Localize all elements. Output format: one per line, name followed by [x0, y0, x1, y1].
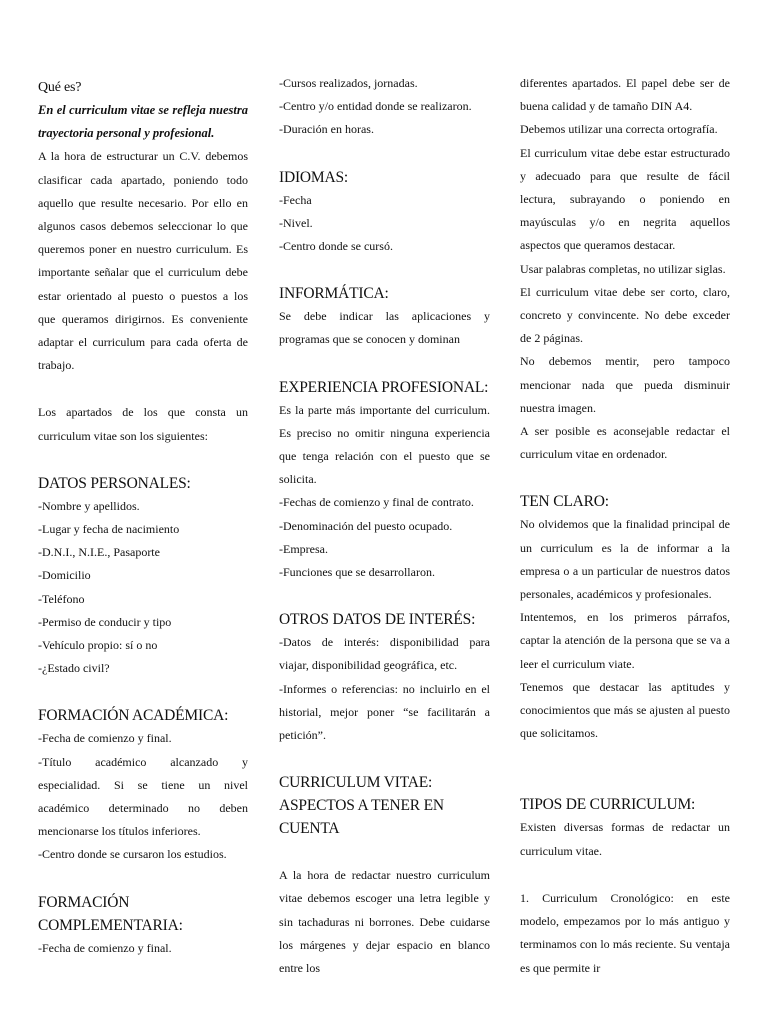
- list-item: A ser posible es aconsejable redactar el curriculum vitae en ordenador.: [520, 424, 730, 462]
- list-item: -Funciones que se desarrollaron.: [279, 565, 435, 580]
- list-item: -¿Estado civil?: [38, 661, 110, 676]
- list-item: -Vehículo propio: sí o no: [38, 638, 158, 653]
- apartados-paragraph: Los apartados de los que consta un curriculum vitae son los siguientes:: [38, 405, 248, 443]
- list-item: -Título académico alcanzado y especialidad. Si se tiene un nivel académico determinado no deben mencionarse los títulos inferiores.: [38, 754, 248, 839]
- intro-bold: En el curriculum vitae se refleja nuestra trayectoria personal y profesional.: [38, 103, 248, 141]
- list-item: No olvidemos que la finalidad principal de un curriculum es la de informar a la empresa o a un particular de nuestros datos personales, académicos y profesionales.: [520, 517, 730, 602]
- list-item: -Empresa.: [279, 541, 328, 556]
- formacion-academica-heading: FORMACIÓN ACADÉMICA:: [38, 707, 229, 725]
- list-item: -Duración en horas.: [279, 122, 374, 137]
- experiencia-text: Es la parte más importante del curriculum. Es preciso no omitir ninguna experiencia que tenga relación con el puesto que se solicita.: [279, 402, 490, 487]
- tipos-heading: TIPOS DE CURRICULUM:: [520, 796, 696, 814]
- list-item: -D.N.I., N.I.E., Pasaporte: [38, 545, 160, 560]
- aspectos-text: A la hora de redactar nuestro curriculum vitae debemos escoger una letra legible y sin tachaduras ni borrones. Debe cuidarse los márgenes y dejar espacio en blanco entre los: [279, 868, 490, 976]
- list-item: -Centro donde se cursaron los estudios.: [38, 847, 227, 862]
- list-item: Tenemos que destacar las aptitudes y conocimientos que más se ajusten al puesto que solicitamos.: [520, 679, 730, 741]
- list-item: -Permiso de conducir y tipo: [38, 614, 172, 629]
- list-item: -Fecha de comienzo y final.: [38, 731, 172, 746]
- list-item: -Centro donde se cursó.: [279, 239, 393, 254]
- idiomas-heading: IDIOMAS:: [279, 168, 349, 186]
- formacion-list: [38, 727, 248, 866]
- otros-list: [279, 631, 490, 747]
- informatica-text: Se debe indicar las aplicaciones y programas que se conocen y dominan: [279, 309, 490, 347]
- experiencia-heading: EXPERIENCIA PROFESIONAL:: [279, 378, 489, 396]
- list-item: -Lugar y fecha de nacimiento: [38, 522, 180, 537]
- ten-claro-list: [520, 513, 730, 745]
- list-item: Intentemos, en los primeros párrafos, captar la atención de la persona que se va a leer el curriculum viate.: [520, 610, 730, 671]
- otros-datos-heading: OTROS DATOS DE INTERÉS:: [279, 611, 476, 629]
- list-item: -Domicilio: [38, 568, 91, 583]
- list-item: -Teléfono: [38, 591, 85, 606]
- idiomas-list: [279, 189, 490, 259]
- tipos-item-1: 1. Curriculum Cronológico: en este modelo, empezamos por lo más antiguo y terminamos con lo más reciente. Su ventaja es que permite ir: [520, 890, 730, 975]
- column-2: [279, 72, 490, 980]
- list-item: El curriculum vitae debe estar estructurado y adecuado para que resulte de fácil lectura, subrayando o poniendo en mayúsculas y/o en negrita aquellos aspectos que queramos destacar.: [520, 145, 730, 253]
- column-1: [38, 76, 248, 960]
- list-item: -Datos de interés: disponibilidad para viajar, disponibilidad geográfica, etc.: [279, 635, 490, 673]
- tipos-intro: Existen diversas formas de redactar un curriculum vitae.: [520, 820, 730, 858]
- intro-paragraph: A la hora de estructurar un C.V. debemos clasificar cada apartado, poniendo todo aquello que resulte necesario. Por ello en algunos casos debemos seleccionar lo que queremos poner en nuestro curriculum. Es importante señalar que el curriculum debe estar orientado al puesto o puestos a los que queramos dirigirnos. Es conveniente adaptar el curriculum para cada oferta de trabajo.: [38, 149, 248, 373]
- list-item: -Fecha de comienzo y final.: [38, 940, 172, 955]
- list-item: Debemos utilizar una correcta ortografía.: [520, 122, 718, 137]
- informatica-heading: INFORMÁTICA:: [279, 285, 389, 303]
- formacion-complementaria-heading: FORMACIÓN COMPLEMENTARIA:: [38, 893, 183, 934]
- aspectos-heading: CURRICULUM VITAE: ASPECTOS A TENER EN CUENTA: [279, 774, 444, 838]
- aspectos-list: [520, 118, 730, 466]
- experiencia-list: [279, 491, 490, 584]
- list-item: -Fecha: [279, 192, 312, 207]
- list-item: -Denominación del puesto ocupado.: [279, 518, 453, 533]
- list-item: -Centro y/o entidad donde se realizaron.: [279, 99, 472, 114]
- datos-list: [38, 495, 248, 681]
- list-item: El curriculum vitae debe ser corto, claro, concreto y convincente. No debe exceder de 2 páginas.: [520, 284, 730, 346]
- column-3: [520, 72, 730, 980]
- list-item: No debemos mentir, pero tampoco mencionar nada que pueda disminuir nuestra imagen.: [520, 354, 730, 415]
- ten-claro-heading: TEN CLARO:: [520, 493, 609, 511]
- list-item: -Cursos realizados, jornadas.: [279, 76, 418, 90]
- list-item: -Nivel.: [279, 215, 313, 230]
- continuation-text: diferentes apartados. El papel debe ser de buena calidad y de tamaño DIN A4.: [520, 76, 730, 114]
- list-item: -Informes o referencias: no incluirlo en el historial, mejor poner “se facilitarán a petición”.: [279, 681, 490, 743]
- list-item: -Fechas de comienzo y final de contrato.: [279, 495, 474, 510]
- cursos-list: [279, 72, 490, 142]
- list-item: -Nombre y apellidos.: [38, 498, 140, 513]
- que-es-heading: Qué es?: [38, 80, 82, 95]
- datos-personales-heading: DATOS PERSONALES:: [38, 474, 191, 492]
- list-item: Usar palabras completas, no utilizar siglas.: [520, 261, 726, 276]
